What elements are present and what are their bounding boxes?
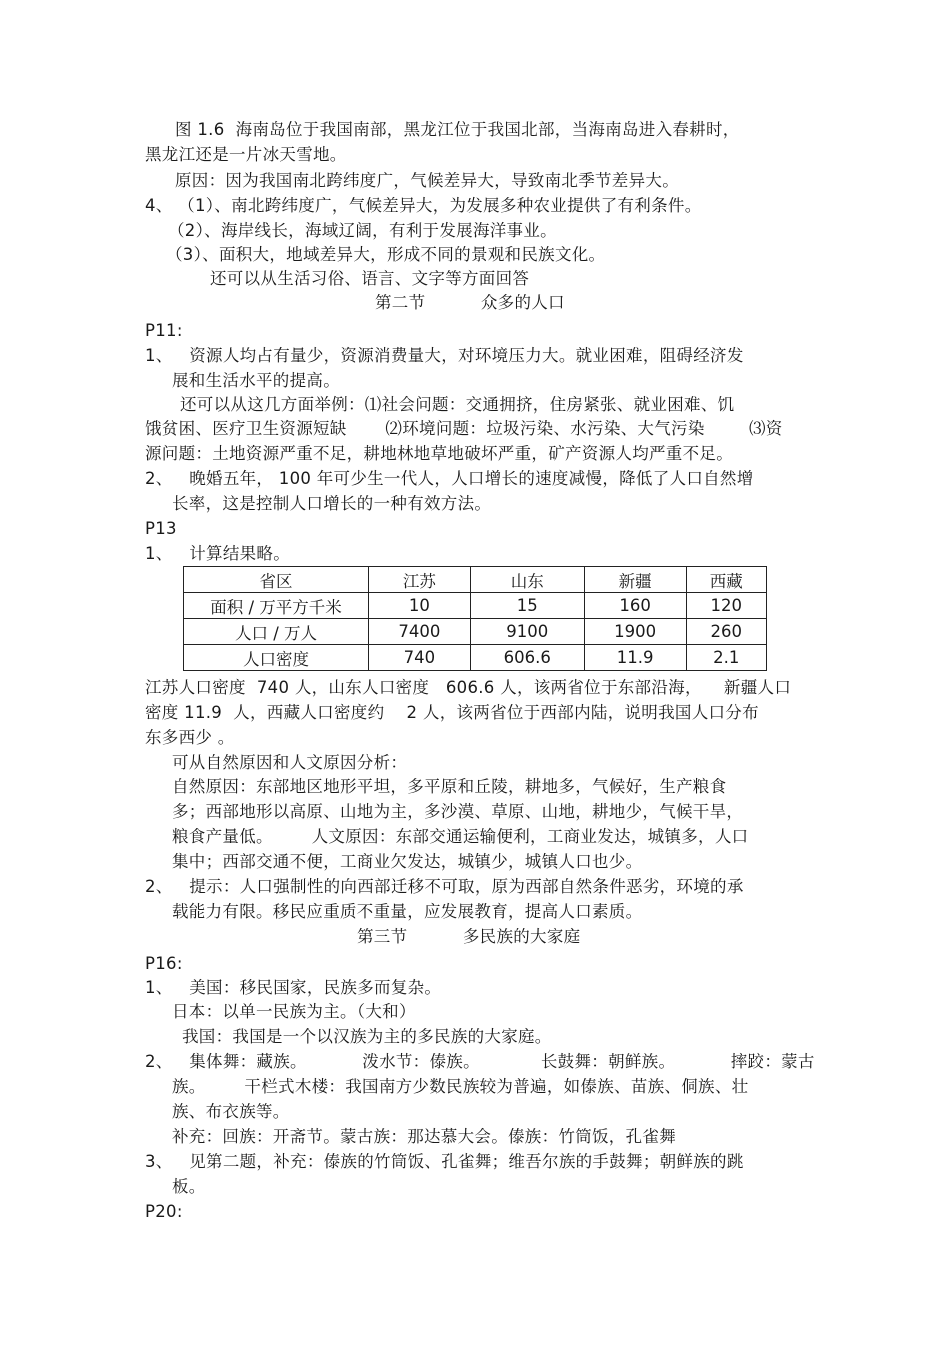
table-cell: 260 xyxy=(686,619,766,645)
text-line: 源问题：土地资源严重不足，耕地林地草地破坏严重，矿产资源人均严重不足。 xyxy=(145,444,733,463)
table-cell: 11.9 xyxy=(584,645,686,671)
text-line: 2、 晚婚五年， 100 年可少生一代人，人口增长的速度减慢，降低了人口自然增 xyxy=(145,469,754,488)
text-line: 族、布衣族等。 xyxy=(172,1102,290,1121)
text-line: 江苏人口密度 740 人，山东人口密度 606.6 人，该两省位于东部沿海， 新疆人口 xyxy=(145,678,792,697)
text-line: 密度 11.9 人，西藏人口密度约 2 人，该两省位于西部内陆，说明我国人口分布 xyxy=(145,703,759,722)
text-line: 还可以从这几方面举例：⑴社会问题：交通拥挤，住房紧张、就业困难、饥 xyxy=(180,395,735,414)
text-line: 原因：因为我国南北跨纬度广，气候差异大，导致南北季节差异大。 xyxy=(175,171,679,190)
table-cell: 人口密度 xyxy=(184,645,369,671)
text-line: 我国：我国是一个以汉族为主的多民族的大家庭。 xyxy=(182,1027,552,1046)
text-line: 1、 美国：移民国家，民族多而复杂。 xyxy=(145,978,442,997)
table-cell: 15 xyxy=(470,593,584,619)
text-line: 板。 xyxy=(172,1177,206,1196)
text-line: 族。 干栏式木楼：我国南方少数民族较为普遍，如傣族、苗族、侗族、壮 xyxy=(172,1077,749,1096)
text-line: 黑龙江还是一片冰天雪地。 xyxy=(145,145,347,164)
text-line: 1、 资源人均占有量少，资源消费量大，对环境压力大。就业困难，阻碍经济发 xyxy=(145,346,744,365)
text-line: 3、 见第二题，补充：傣族的竹筒饭、孔雀舞；维吾尔族的手鼓舞；朝鲜族的跳 xyxy=(145,1152,744,1171)
text-line: 可从自然原因和人文原因分析： xyxy=(172,753,408,772)
text-line: 补充：回族：开斋节。蒙古族：那达慕大会。傣族：竹筒饭，孔雀舞 xyxy=(172,1127,676,1146)
table-cell: 160 xyxy=(584,593,686,619)
table-cell: 740 xyxy=(369,645,471,671)
text-line: 还可以从生活习俗、语言、文字等方面回答 xyxy=(210,269,530,288)
population-table xyxy=(183,566,767,671)
page-ref: P20: xyxy=(145,1202,183,1221)
text-line: 1、 计算结果略。 xyxy=(145,544,291,563)
table-cell: 606.6 xyxy=(470,645,584,671)
text-line: 4、 （1）、南北跨纬度广，气候差异大，为发展多种农业提供了有利条件。 xyxy=(145,196,702,215)
table-header-cell: 江苏 xyxy=(369,567,471,593)
text-line: 粮食产量低。 人文原因：东部交通运输便利，工商业发达，城镇多，人口 xyxy=(172,827,749,846)
table-header-cell: 西藏 xyxy=(686,567,766,593)
text-line: （3）、面积大，地域差异大，形成不同的景观和民族文化。 xyxy=(166,245,606,264)
section-title: 第三节 多民族的大家庭 xyxy=(357,927,581,946)
table-cell: 120 xyxy=(686,593,766,619)
page-ref: P16: xyxy=(145,954,183,973)
table-cell: 1900 xyxy=(584,619,686,645)
text-line: 东多西少 。 xyxy=(145,728,235,747)
text-line: 日本：以单一民族为主。（大和） xyxy=(172,1002,416,1021)
table-header-row xyxy=(184,567,767,593)
table-header-cell: 新疆 xyxy=(584,567,686,593)
text-line: 多；西部地形以高原、山地为主，多沙漠、草原、山地，耕地少，气候干旱， xyxy=(172,802,744,821)
text-line: 饿贫困、医疗卫生资源短缺 ⑵环境问题：垃圾污染、水污染、大气污染 ⑶资 xyxy=(145,419,783,438)
text-line: （2）、海岸线长，海域辽阔，有利于发展海洋事业。 xyxy=(168,221,557,240)
text-line: 展和生活水平的提高。 xyxy=(172,371,340,390)
table-cell: 7400 xyxy=(369,619,471,645)
text-line: 自然原因：东部地区地形平坦，多平原和丘陵，耕地多，气候好，生产粮食 xyxy=(172,777,727,796)
table-cell: 2.1 xyxy=(686,645,766,671)
page-ref: P13 xyxy=(145,519,177,538)
text-line: 图 1.6 海南岛位于我国南部，黑龙江位于我国北部，当海南岛进入春耕时， xyxy=(175,120,740,139)
table-header-cell: 山东 xyxy=(470,567,584,593)
table-row xyxy=(184,619,767,645)
text-line: 2、 提示：人口强制性的向西部迁移不可取，原为西部自然条件恶劣，环境的承 xyxy=(145,877,744,896)
table-cell: 9100 xyxy=(470,619,584,645)
table-row xyxy=(184,645,767,671)
table-cell: 面积 / 万平方千米 xyxy=(184,593,369,619)
text-line: 2、 集体舞：藏族。 泼水节：傣族。 长鼓舞：朝鲜族。 摔跤：蒙古 xyxy=(145,1052,815,1071)
text-line: 长率，这是控制人口增长的一种有效方法。 xyxy=(172,494,492,513)
text-line: 集中；西部交通不便，工商业欠发达，城镇少，城镇人口也少。 xyxy=(172,852,643,871)
table-cell: 人口 / 万人 xyxy=(184,619,369,645)
page-ref: P11: xyxy=(145,321,183,340)
section-title: 第二节 众多的人口 xyxy=(375,293,565,312)
table-row xyxy=(184,593,767,619)
table-cell: 10 xyxy=(369,593,471,619)
table-header-cell: 省区 xyxy=(184,567,369,593)
text-line: 载能力有限。移民应重质不重量，应发展教育，提高人口素质。 xyxy=(172,902,643,921)
